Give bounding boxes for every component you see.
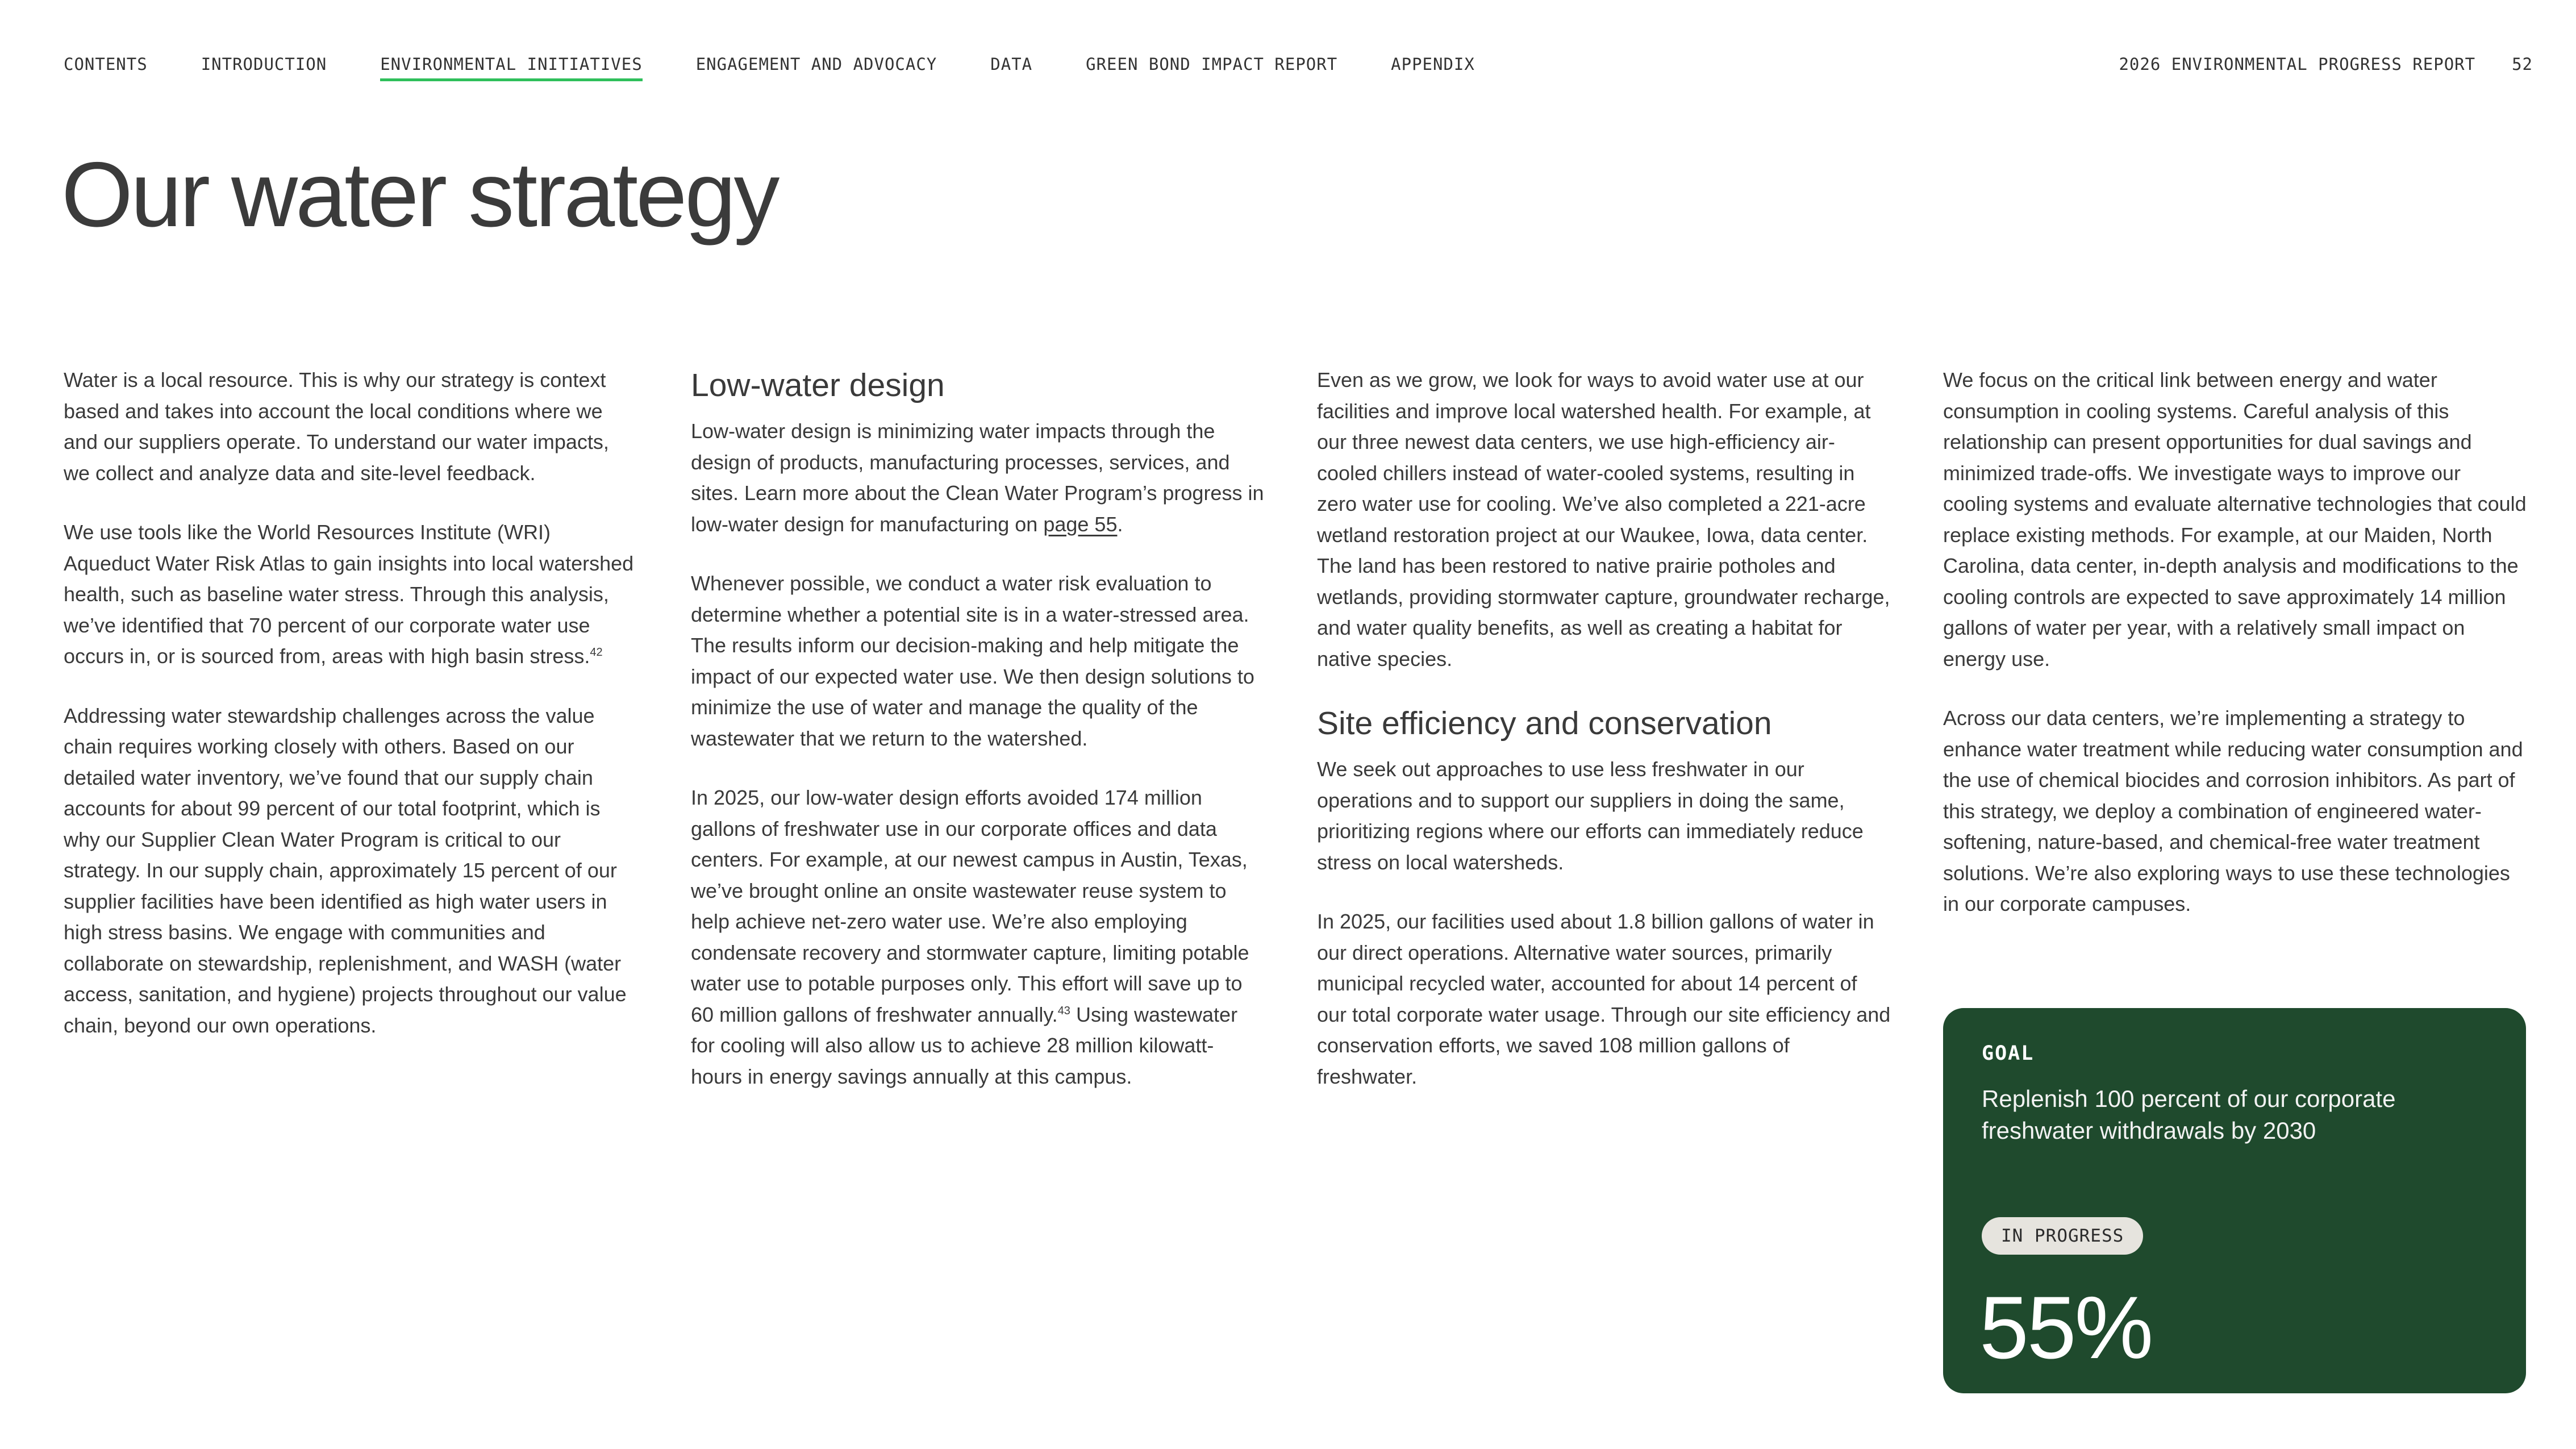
austin-campus-paragraph xyxy=(691,782,1265,1092)
low-water-design-text-end: . xyxy=(1117,512,1123,536)
status-badge: IN PROGRESS xyxy=(1982,1217,2143,1255)
water-treatment-paragraph: Across our data centers, we’re implementing a strategy to enhance water treatment while reducing water consumption and the use of chemical biocides and corrosion inhibitors. As part of this strategy, we deploy a combination of engineered water-softening, nature-based, and chemical-free water treatment solutions. We’re also exploring ways to use these technologies in our corporate campuses. xyxy=(1943,706,2523,915)
stewardship-paragraph: Addressing water stewardship challenges across the value chain requires working closely with others. Based on our detailed water inventory, we’ve found that our supply chain accounts for about 99 percent of our total footprint, which is why our Supplier Clean Water Program is critical to our strategy. In our supply chain, approximately 15 percent of our supplier facilities have been identified as high water users in high stress basins. We engage with communities and collaborate on stewardship, replenishment, and WASH (water access, sanitation, and hygiene) projects throughout our value chain, beyond our own operations. xyxy=(64,703,627,1037)
column-intro xyxy=(64,365,637,1041)
top-nav xyxy=(64,55,1475,83)
goal-text: Replenish 100 percent of our corporate freshwater withdrawals by 2030 xyxy=(1982,1085,2396,1144)
goal-label: GOAL xyxy=(1982,1042,2035,1065)
report-header xyxy=(2119,55,2533,74)
low-water-design-text: Low-water design is minimizing water impacts through the design of products, manufacturing processes, services, and sites. Learn more about the Clean Water Program’s progress in low-water design for manufacturing on xyxy=(691,419,1264,536)
freshwater-approach-paragraph: We seek out approaches to use less freshwater in our operations and to support our suppliers in doing the same, prioritizing regions where our efforts can immediately reduce stress on local watersheds. xyxy=(1317,757,1864,874)
low-water-design-paragraph xyxy=(691,416,1265,540)
column-energy-water xyxy=(1943,365,2528,920)
page-55-link[interactable]: page 55 xyxy=(1043,512,1118,536)
data-center-paragraph: Even as we grow, we look for ways to avoid water use at our facilities and improve local watershed health. For example, at our three newest data centers, we use high-efficiency air-cooled chillers instead of water-cooled systems, resulting in zero water use for cooling. We’ve also completed a 221-acre wetland restoration project at our Waukee, Iowa, data center. The land has been restored to native prairie potholes and wetlands, providing stormwater capture, groundwater recharge, and water quality benefits, as well as creating a habitat for native species. xyxy=(1317,368,1890,671)
facilities-usage-paragraph: In 2025, our facilities used about 1.8 billion gallons of water in our direct operations. Alternative water sources, primarily municipal recycled water, accounted for about 14 percent of our total corporate water usage. Through our site efficiency and conservation efforts, we saved 108 million gallons of freshwater. xyxy=(1317,910,1891,1088)
austin-campus-text-end: Using wastewater for cooling will also allow us to achieve 28 million kilowatt-hours in energy savings annually at this campus. xyxy=(691,1002,1238,1088)
nav-environmental-initiatives[interactable]: ENVIRONMENTAL INITIATIVES xyxy=(380,55,643,81)
nav-introduction[interactable]: INTRODUCTION xyxy=(201,55,327,74)
nav-contents[interactable]: CONTENTS xyxy=(64,55,148,74)
report-title: 2026 ENVIRONMENTAL PROGRESS REPORT xyxy=(2119,55,2476,74)
nav-green-bond-impact-report[interactable]: GREEN BOND IMPACT REPORT xyxy=(1086,55,1338,74)
page-number: 52 xyxy=(2512,55,2533,74)
footnote-ref[interactable]: 42 xyxy=(590,646,603,659)
intro-paragraph: Water is a local resource. This is why our strategy is context based and takes into account the local conditions where we and our suppliers operate. To understand our water impacts, we collect and analyze data and site-level feedback. xyxy=(64,368,609,485)
austin-campus-text: In 2025, our low-water design efforts avoided 174 million gallons of freshwater use in our corporate offices and data centers. For example, at our newest campus in Austin, Texas, we’ve brought online an onsite wastewater reuse system to help achieve net-zero water use. We’re also employing condensate recovery and stormwater capture, limiting potable water use to potable purposes only. This effort will save up to 60 million gallons of freshwater annually. xyxy=(691,786,1249,1026)
site-efficiency-heading: Site efficiency and conservation xyxy=(1317,705,1772,742)
risk-evaluation-paragraph: Whenever possible, we conduct a water risk evaluation to determine whether a potential site is in a water-stressed area. The results inform our decision-making and help mitigate the impact of our expected water use. We then design solutions to minimize the use of water and manage the quality of the wastewater that we return to the watershed. xyxy=(691,572,1254,750)
nav-appendix[interactable]: APPENDIX xyxy=(1391,55,1475,74)
low-water-design-heading: Low-water design xyxy=(691,367,945,403)
footnote-ref[interactable]: 43 xyxy=(1057,1004,1070,1017)
cooling-systems-paragraph: We focus on the critical link between energy and water consumption in cooling systems. Careful analysis of this relationship can present opportunities for dual savings and minimized trade-offs. We investigate ways to improve our cooling systems and evaluate alternative technologies that could replace existing methods. For example, at our Maiden, North Carolina, data center, in-depth analysis and modifications to the cooling controls are expected to save approximately 14 million gallons of water per year, with a relatively small impact on energy use. xyxy=(1943,368,2527,671)
progress-value: 55% xyxy=(1979,1279,2152,1377)
column-low-water-design xyxy=(691,365,1265,1092)
wri-paragraph xyxy=(64,517,637,672)
nav-engagement-and-advocacy[interactable]: ENGAGEMENT AND ADVOCACY xyxy=(695,55,937,74)
nav-data[interactable]: DATA xyxy=(990,55,1033,74)
page-title: Our water strategy xyxy=(61,143,778,246)
goal-card xyxy=(1943,1008,2526,1393)
wri-paragraph-text: We use tools like the World Resources Institute (WRI) Aqueduct Water Risk Atlas to gain insights into local watershed health, such as baseline water stress. Through this analysis, we’ve identified that 70 percent of our corporate water use occurs in, or is sourced from, areas with high basin stress. xyxy=(64,521,634,668)
column-site-efficiency xyxy=(1317,365,1891,1092)
